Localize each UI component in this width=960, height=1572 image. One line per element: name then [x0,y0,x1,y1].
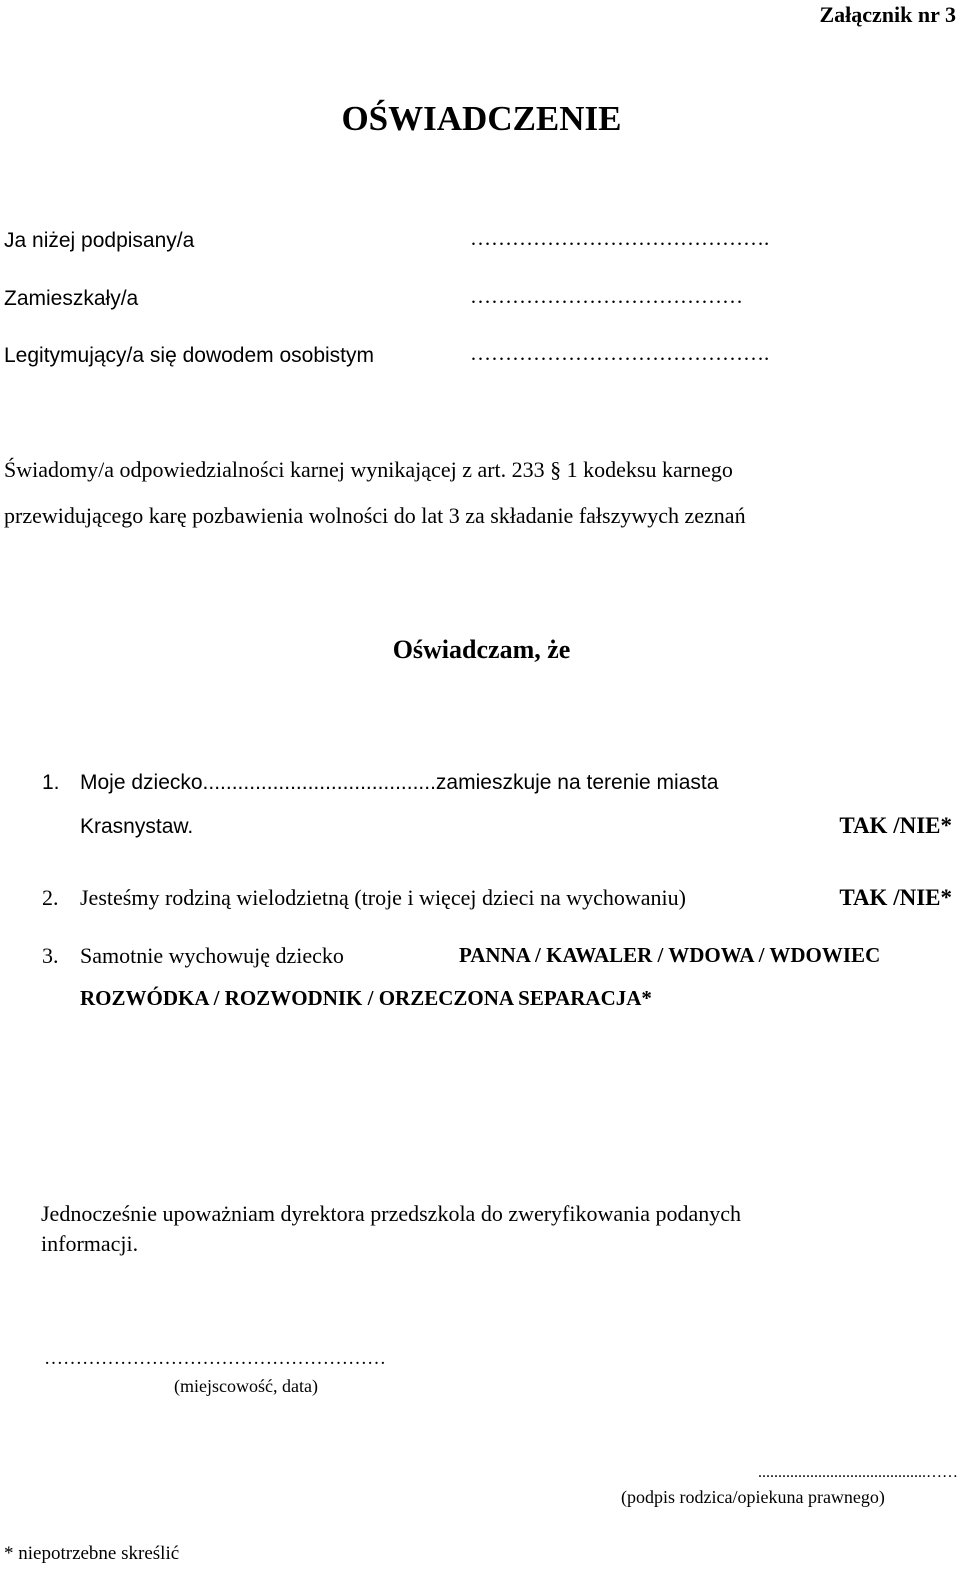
awareness-line-2: przewidującego karę pozbawienia wolności do lat 3 za składanie fałszywych zeznań [4,503,746,528]
awareness-line-1: Świadomy/a odpowiedzialności karnej wynikającej z art. 233 § 1 kodeksu karnego [4,457,733,482]
item-1-text-continued: Krasnystaw. [80,815,194,838]
authorization-line-1: Jednocześnie upoważniam dyrektora przedszkola do zweryfikowania podanych [41,1201,742,1226]
item-3-options-line-2: ROZWÓDKA / ROZWODNIK / ORZECZONA SEPARACJA* [80,986,652,1010]
place-date-label: (miejscowość, data) [174,1376,318,1396]
item-3-number: 3. [42,943,59,968]
signature-label: (podpis rodzica/opiekuna prawnego) [621,1487,885,1507]
item-1-number: 1. [42,771,60,794]
item-1-answer: TAK /NIE* [839,813,952,838]
field-dots-id-card: ……………………………………. [470,341,770,365]
signature-dots: ..........................................…… [758,1464,958,1481]
item-3-text: Samotnie wychowuję dziecko [80,943,344,968]
document-title: OŚWIADCZENIE [341,99,622,138]
field-dots-name: ……………………………………. [470,226,770,250]
item-2-text: Jesteśmy rodziną wielodzietną (troje i więcej dzieci na wychowaniu) [80,885,686,910]
authorization-line-2: informacji. [41,1231,139,1256]
field-label-name: Ja niżej podpisany/a [4,229,195,252]
field-label-address: Zamieszkały/a [4,287,139,310]
declare-heading: Oświadczam, że [392,635,571,664]
place-date-dots: ……………………………………………… [44,1348,386,1369]
item-2-answer: TAK /NIE* [839,885,952,910]
item-1-text: Moje dziecko........................................zamieszkuje na terenie miasta [80,771,719,794]
field-dots-address: ………………………………… [470,284,743,308]
annex-label: Załącznik nr 3 [819,2,956,27]
field-label-id-card: Legitymujący/a się dowodem osobistym [4,344,375,367]
item-2-number: 2. [42,885,59,910]
item-3-options-line-1: PANNA / KAWALER / WDOWA / WDOWIEC [459,943,881,967]
footnote: * niepotrzebne skreślić [4,1543,180,1564]
